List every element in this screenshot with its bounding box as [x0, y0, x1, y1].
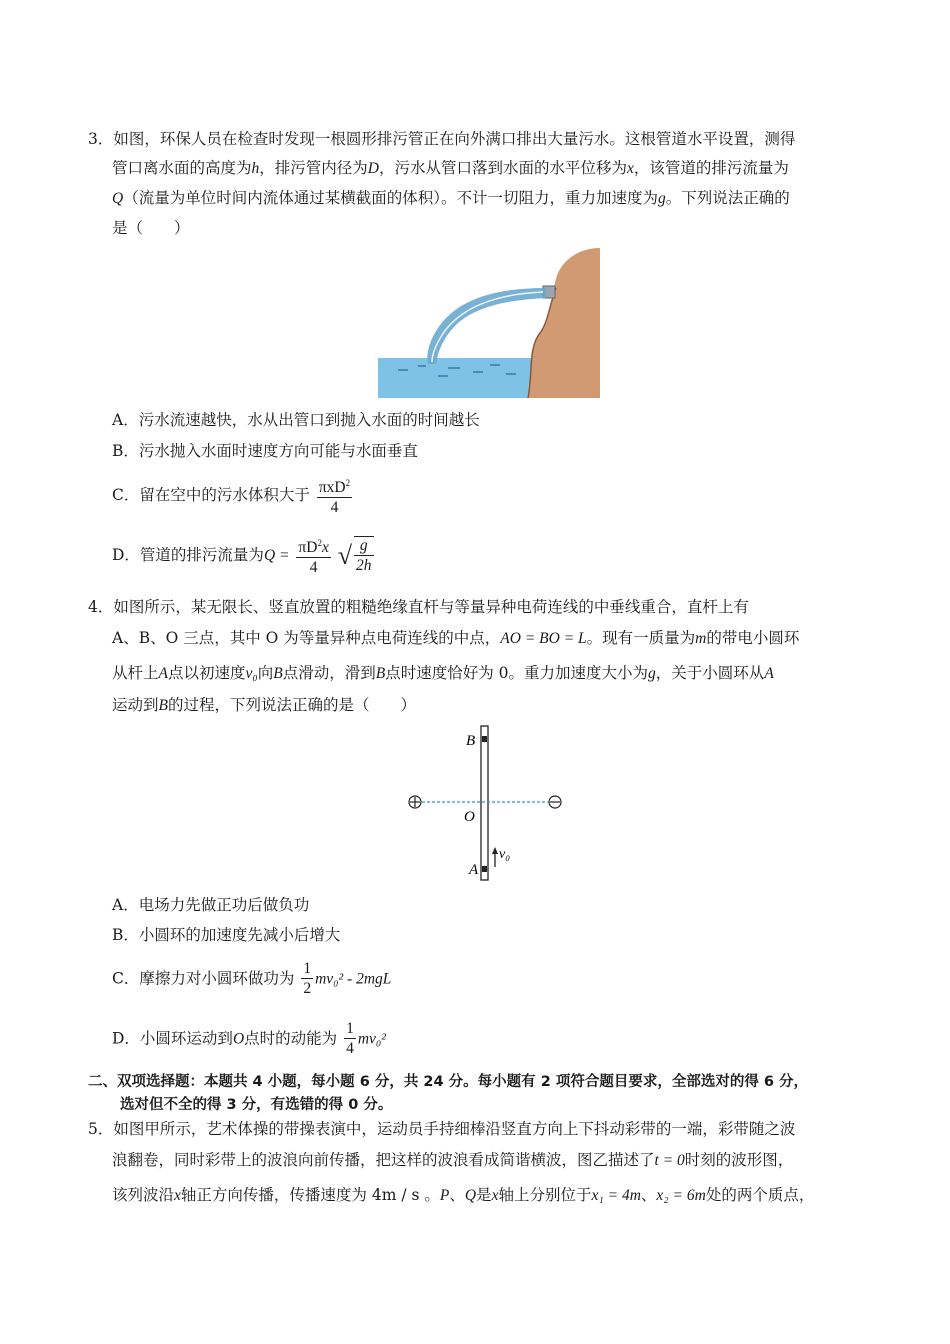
q5-line-3: 该列波沿x轴正方向传播，传播速度为 4m / s 。P、Q是x轴上分别位于x₁ = 4m、x₂ = 6m处的两个质点， — [112, 1186, 815, 1204]
q5-number: 5． — [88, 1120, 114, 1138]
q4-number: 4． — [88, 598, 114, 616]
point-b-marker — [482, 736, 487, 742]
q4-option-c: C．摩擦力对小圆环做功为 $\frac{1}{2}$ mv₀² - 2mgL — [112, 960, 392, 997]
rod — [481, 726, 488, 880]
q4-option-b: B．小圆环的加速度先减小后增大 — [112, 926, 341, 944]
bank — [528, 248, 600, 398]
q3-option-a: A．污水流速越快，水从出管口到抛入水面的时间越长 — [112, 411, 480, 429]
q4-figure — [400, 724, 570, 886]
point-a-marker — [482, 866, 487, 872]
q5-line-2: 浪翻卷，同时彩带上的波浪向前传播，把这样的波浪看成简谐横波，图乙描述了t = 0时刻的波形图， — [112, 1151, 794, 1169]
q3-option-d: D．管道的排污流量为Q = $\frac{\pi D^2x}{4}$ √ $\frac{g}{2h}$ — [112, 534, 376, 578]
q3-line-4: 是（ ） — [112, 219, 190, 237]
q3-line-2: 管口离水面的高度为h，排污管内径为D，污水从管口落到水面的水平位移为x，该管道的排污流量为 — [112, 159, 789, 177]
q4-option-a: A．电场力先做正功后做负功 — [112, 896, 310, 914]
q4-line-1: 4．如图所示，某无限长、竖直放置的粗糙绝缘直杆与等量异种电荷连线的中垂线重合，直杆上有 — [88, 598, 749, 616]
q4-option-d: D．小圆环运动到O点时的动能为 $\frac{1}{4}$ mv₀² — [112, 1020, 386, 1057]
label-a: A — [469, 862, 479, 878]
q3-option-b: B．污水抛入水面时速度方向可能与水面垂直 — [112, 442, 418, 460]
section-2-heading: 二、双项选择题：本题共 4 小题，每小题 6 分，共 24 分。每小题有 2 项符合题目要求，全部选对的得 6 分， — [88, 1074, 809, 1090]
q4-line-2: A、B、O 三点，其中 O 为等量异种点电荷连线的中点，AO = BO = L。现有一质量为m的带电小圆环 — [112, 629, 800, 647]
q3-c-fraction: $\frac{\pi xD^2}{4}$ — [317, 474, 352, 518]
label-o: O — [464, 809, 475, 825]
q5-line-1: 5．如图甲所示，艺术体操的带操表演中，运动员手持细棒沿竖直方向上下抖动彩带的一端，彩带随之波 — [88, 1120, 796, 1138]
label-b: B — [466, 733, 476, 749]
q4-line-4: 运动到B的过程，下列说法正确的是（ ） — [112, 696, 416, 714]
q3-d-sqrt: √ $\frac{g}{2h}$ — [337, 537, 372, 575]
q3-figure — [378, 248, 600, 398]
q3-d-fraction: $\frac{\pi D^2x}{4}$ — [296, 534, 330, 578]
q3-option-c: C．留在空中的污水体积大于 $\frac{\pi xD^2}{4}$ — [112, 474, 354, 518]
q3-line-3: Q（流量为单位时间内流体通过某横截面的体积）。不计一切阻力，重力加速度为g。下列说法正确的 — [112, 189, 790, 207]
label-v0: v₀ — [499, 847, 511, 862]
section-2-heading-cont: 选对但不全的得 3 分，有选错的得 0 分。 — [120, 1097, 393, 1113]
q4-line-3: 从杆上A点以初速度v₀向B点滑动，滑到B点时速度恰好为 0。重力加速度大小为g，关于小圆环从A — [112, 664, 774, 682]
water-stream — [427, 288, 546, 364]
q3-number: 3． — [88, 130, 114, 148]
q3-line-1: 3．如图，环保人员在检查时发现一根圆形排污管正在向外满口排出大量污水。这根管道水平设置，测得 — [88, 130, 796, 148]
